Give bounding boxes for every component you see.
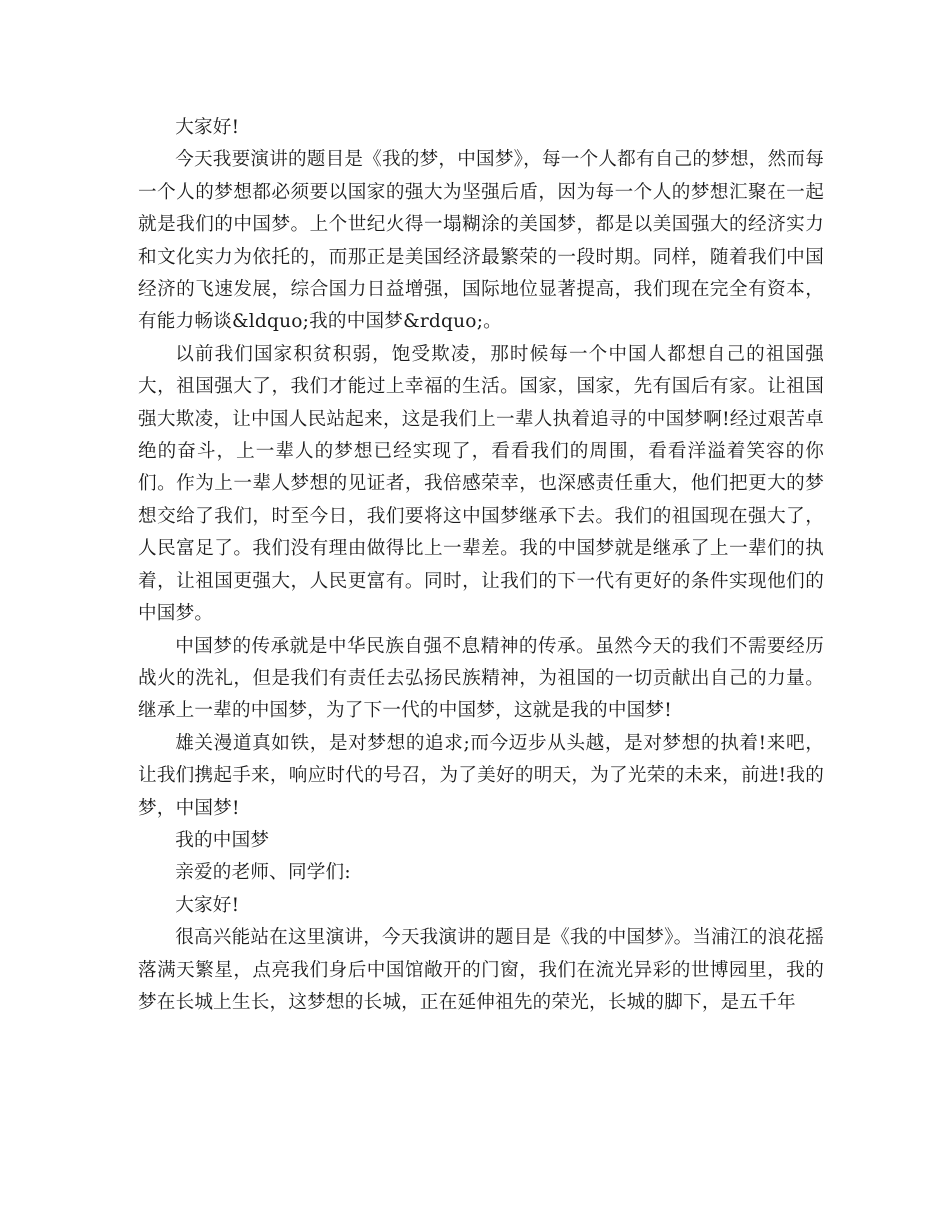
body-paragraph: 很高兴能站在这里演讲，今天我演讲的题目是《我的中国梦》。当浦江的浪花摇落满天繁星，点亮我们身后中国馆敞开的门窗，我们在流光异彩的世博园里，我的梦在长城上生长，这梦想的长城，正在延伸祖先的荣光，长城的脚下，是五千年 <box>138 927 824 1013</box>
document-body <box>138 112 824 1019</box>
body-paragraph: 以前我们国家积贫积弱，饱受欺凌，那时候每一个中国人都想自己的祖国强大，祖国强大了，我们才能过上幸福的生活。国家，国家，先有国后有家。让祖国强大欺凌，让中国人民站起来，这是我们上一辈人执着追寻的中国梦啊!经过艰苦卓绝的奋斗，上一辈人的梦想已经实现了，看看我们的周围，看看洋溢着笑容的你们。作为上一辈人梦想的见证者，我倍感荣幸，也深感责任重大，他们把更大的梦想交给了我们，时至今日，我们要将这中国梦继承下去。我们的祖国现在强大了，人民富足了。我们没有理由做得比上一辈差。我的中国梦就是继承了上一辈们的执着，让祖国更强大，人民更富有。同时，让我们的下一代有更好的条件实现他们的中国梦。 <box>138 343 824 625</box>
body-paragraph: 中国梦的传承就是中华民族自强不息精神的传承。虽然今天的我们不需要经历战火的洗礼，但是我们有责任去弘扬民族精神，为祖国的一切贡献出自己的力量。继承上一辈的中国梦，为了下一代的中国梦，这就是我的中国梦! <box>138 635 824 722</box>
greeting-paragraph: 大家好! <box>175 117 240 138</box>
greeting-paragraph: 大家好! <box>175 894 240 916</box>
body-paragraph: 今天我要演讲的题目是《我的梦，中国梦》，每一个人都有自己的梦想，然而每一个人的梦想都必须要以国家的强大为坚强后盾，因为每一个人的梦想汇聚在一起就是我们的中国梦。上个世纪火得一塌糊涂的美国梦，都是以美国强大的经济实力和文化实力为依托的，而那正是美国经济最繁荣的一段时期。同样，随着我们中国经济的飞速发展，综合国力日益增强，国际地位显著提高，我们现在完全有资本，有能力畅谈&ldquo;我的中国梦&rdquo;。 <box>138 149 824 333</box>
salutation: 亲爱的老师、同学们: <box>175 862 351 884</box>
section-title: 我的中国梦 <box>175 829 270 851</box>
body-paragraph: 雄关漫道真如铁，是对梦想的追求;而今迈步从头越，是对梦想的执着!来吧，让我们携起手来，响应时代的号召，为了美好的明天，为了光荣的未来，前进!我的梦，中国梦! <box>138 732 824 819</box>
